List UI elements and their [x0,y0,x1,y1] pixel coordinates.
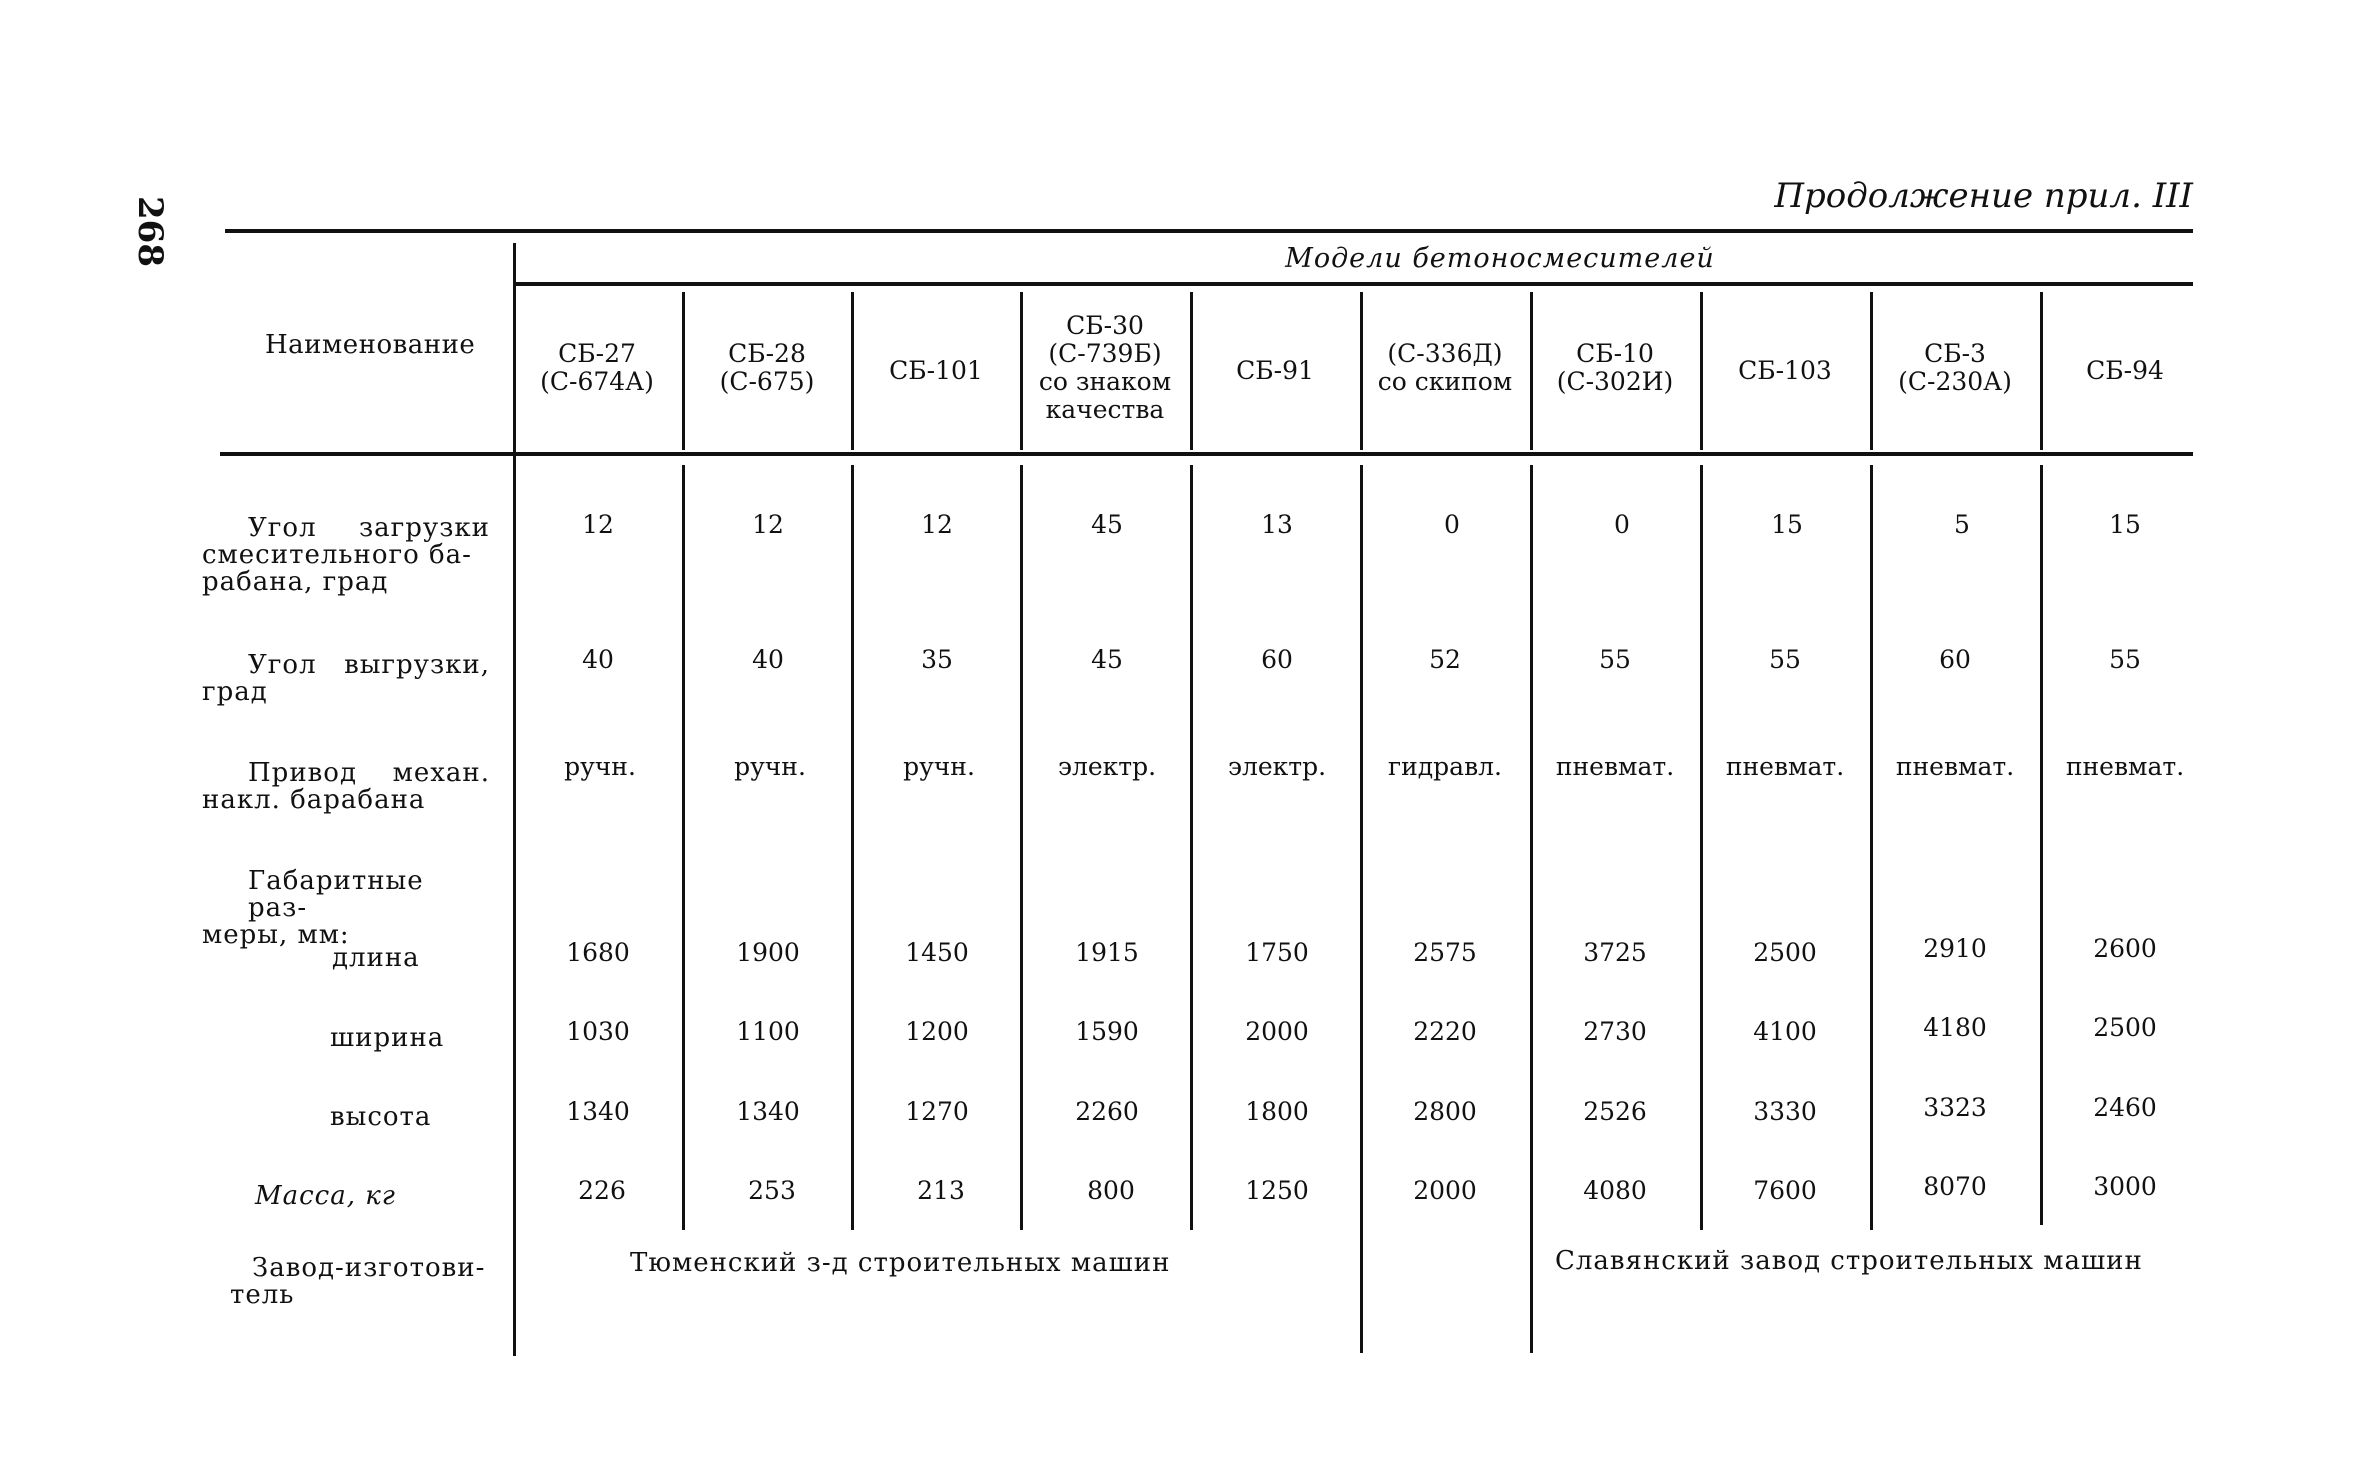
models-header-rule [515,282,2193,286]
cell-length: 2910 [1923,934,1987,963]
cell-load-angle: 12 [582,510,614,539]
cell-length: 3725 [1583,938,1647,967]
cell-drive: электр. [1057,752,1157,781]
label-text: Габаритные раз- [248,866,424,923]
cell-load-angle: 15 [1771,510,1803,539]
label-text: меры, мм: [202,920,350,950]
cell-load-angle: 13 [1261,510,1293,539]
models-group-header: Модели бетоносмесителей [1285,243,1715,274]
cell-height: 1340 [736,1097,800,1126]
cell-height: 3330 [1753,1097,1817,1126]
label-text: Угол [248,513,317,543]
cell-height: 2260 [1075,1097,1139,1126]
cell-width: 1100 [736,1017,800,1046]
cell-drive: пневмат. [1895,752,2015,781]
cell-length: 2600 [2093,934,2157,963]
model-header: СБ-30 (С-739Б) со знаком качества [1038,311,1172,424]
cell-mass: 2000 [1413,1176,1477,1205]
header-divider [1870,292,1873,450]
cell-length: 1900 [736,938,800,967]
cell-height: 2460 [2093,1093,2157,1122]
label-text: Завод-изготови- [252,1253,486,1283]
body-divider-full [1530,465,1533,1353]
name-column-header: Наименование [265,330,476,360]
row-label-mass: Масса, кг [255,1181,396,1211]
cell-width: 1590 [1075,1017,1139,1046]
body-divider [1870,465,1873,1230]
cell-height: 1340 [566,1097,630,1126]
label-text: выгрузки, [344,650,490,680]
cell-width: 4180 [1923,1013,1987,1042]
row-label-length: длина [332,943,420,973]
cell-width: 4100 [1753,1017,1817,1046]
cell-width: 2220 [1413,1017,1477,1046]
body-divider [851,465,854,1230]
cell-height: 1270 [905,1097,969,1126]
cell-load-angle: 15 [2109,510,2141,539]
cell-unload-angle: 60 [1261,645,1293,674]
cell-mass: 213 [917,1176,965,1205]
cell-width: 2500 [2093,1013,2157,1042]
header-divider [1700,292,1703,450]
model-header: СБ-3 (С-230А) [1898,339,2012,396]
cell-load-angle: 12 [921,510,953,539]
label-text: град [202,677,268,707]
cell-drive: гидравл. [1388,752,1502,781]
cell-mass: 800 [1087,1176,1135,1205]
body-divider-full [1360,465,1363,1353]
model-header: СБ-101 [889,356,983,385]
cell-drive: пневмат. [1555,752,1675,781]
row-label-width: ширина [330,1023,445,1053]
cell-length: 1750 [1245,938,1309,967]
row-label-height: высота [330,1102,432,1132]
cell-length: 2575 [1413,938,1477,967]
cell-height: 3323 [1923,1093,1987,1122]
row-label-unload-angle [202,652,490,706]
body-divider [1700,465,1703,1230]
cell-unload-angle: 35 [921,645,953,674]
cell-unload-angle: 40 [582,645,614,674]
page-number: 268 [130,196,170,267]
table-top-rule [225,229,2193,233]
cell-unload-angle: 55 [2109,645,2141,674]
manufacturer-slavyansk: Славянский завод строительных машин [1555,1246,2143,1276]
cell-unload-angle: 52 [1429,645,1461,674]
body-divider [2040,465,2043,1225]
header-divider [1020,292,1023,450]
label-text: Привод [248,758,357,788]
label-text: рабана, град [202,567,389,597]
cell-unload-angle: 55 [1769,645,1801,674]
row-label-manufacturer [230,1255,490,1309]
cell-mass: 8070 [1923,1172,1987,1201]
cell-length: 1915 [1075,938,1139,967]
cell-width: 2000 [1245,1017,1309,1046]
cell-drive: ручн. [734,752,806,781]
cell-mass: 7600 [1753,1176,1817,1205]
cell-width: 1030 [566,1017,630,1046]
model-header: СБ-10 (С-302И) [1556,339,1674,396]
header-divider [1360,292,1363,450]
label-text: накл. барабана [202,785,426,815]
row-label-load-angle [202,515,490,596]
column-divider-name [513,243,516,1356]
cell-length: 1450 [905,938,969,967]
cell-length: 2500 [1753,938,1817,967]
model-header: СБ-94 [2086,356,2164,385]
cell-width: 2730 [1583,1017,1647,1046]
header-divider [851,292,854,450]
body-divider [682,465,685,1230]
cell-load-angle: 12 [752,510,784,539]
cell-load-angle: 0 [1614,510,1630,539]
cell-height: 1800 [1245,1097,1309,1126]
cell-load-angle: 0 [1444,510,1460,539]
label-text: Угол [248,650,317,680]
cell-drive: пневмат. [2065,752,2185,781]
header-divider [1190,292,1193,450]
cell-unload-angle: 60 [1939,645,1971,674]
cell-width: 1200 [905,1017,969,1046]
cell-mass: 1250 [1245,1176,1309,1205]
cell-drive: ручн. [903,752,975,781]
label-text: тель [230,1280,295,1310]
cell-height: 2526 [1583,1097,1647,1126]
header-divider [682,292,685,450]
body-divider [1020,465,1023,1230]
model-header: СБ-91 [1236,356,1314,385]
header-divider [2040,292,2043,450]
cell-mass: 226 [578,1176,626,1205]
cell-load-angle: 45 [1091,510,1123,539]
cell-unload-angle: 55 [1599,645,1631,674]
manufacturer-tyumen: Тюменский з-д строительных машин [630,1248,1171,1278]
row-label-drive [202,760,490,814]
label-text: механ. [392,758,490,788]
model-header: СБ-27 (С-674А) [540,339,654,396]
row-label-dimensions [202,868,490,949]
cell-height: 2800 [1413,1097,1477,1126]
cell-length: 1680 [566,938,630,967]
cell-load-angle: 5 [1954,510,1970,539]
cell-mass: 253 [748,1176,796,1205]
continuation-caption: Продолжение прил. III [1774,176,2193,216]
header-divider [1530,292,1533,450]
cell-unload-angle: 45 [1091,645,1123,674]
model-header: СБ-28 (С-675) [719,339,815,396]
label-text: смесительного ба- [202,540,472,570]
cell-mass: 3000 [2093,1172,2157,1201]
model-header: (С-336Д) со скипом [1377,339,1513,396]
label-text: загрузки [358,513,490,543]
cell-drive: пневмат. [1725,752,1845,781]
cell-unload-angle: 40 [752,645,784,674]
cell-drive: электр. [1227,752,1327,781]
body-divider [1190,465,1193,1230]
cell-mass: 4080 [1583,1176,1647,1205]
cell-drive: ручн. [564,752,636,781]
model-header: СБ-103 [1738,356,1832,385]
